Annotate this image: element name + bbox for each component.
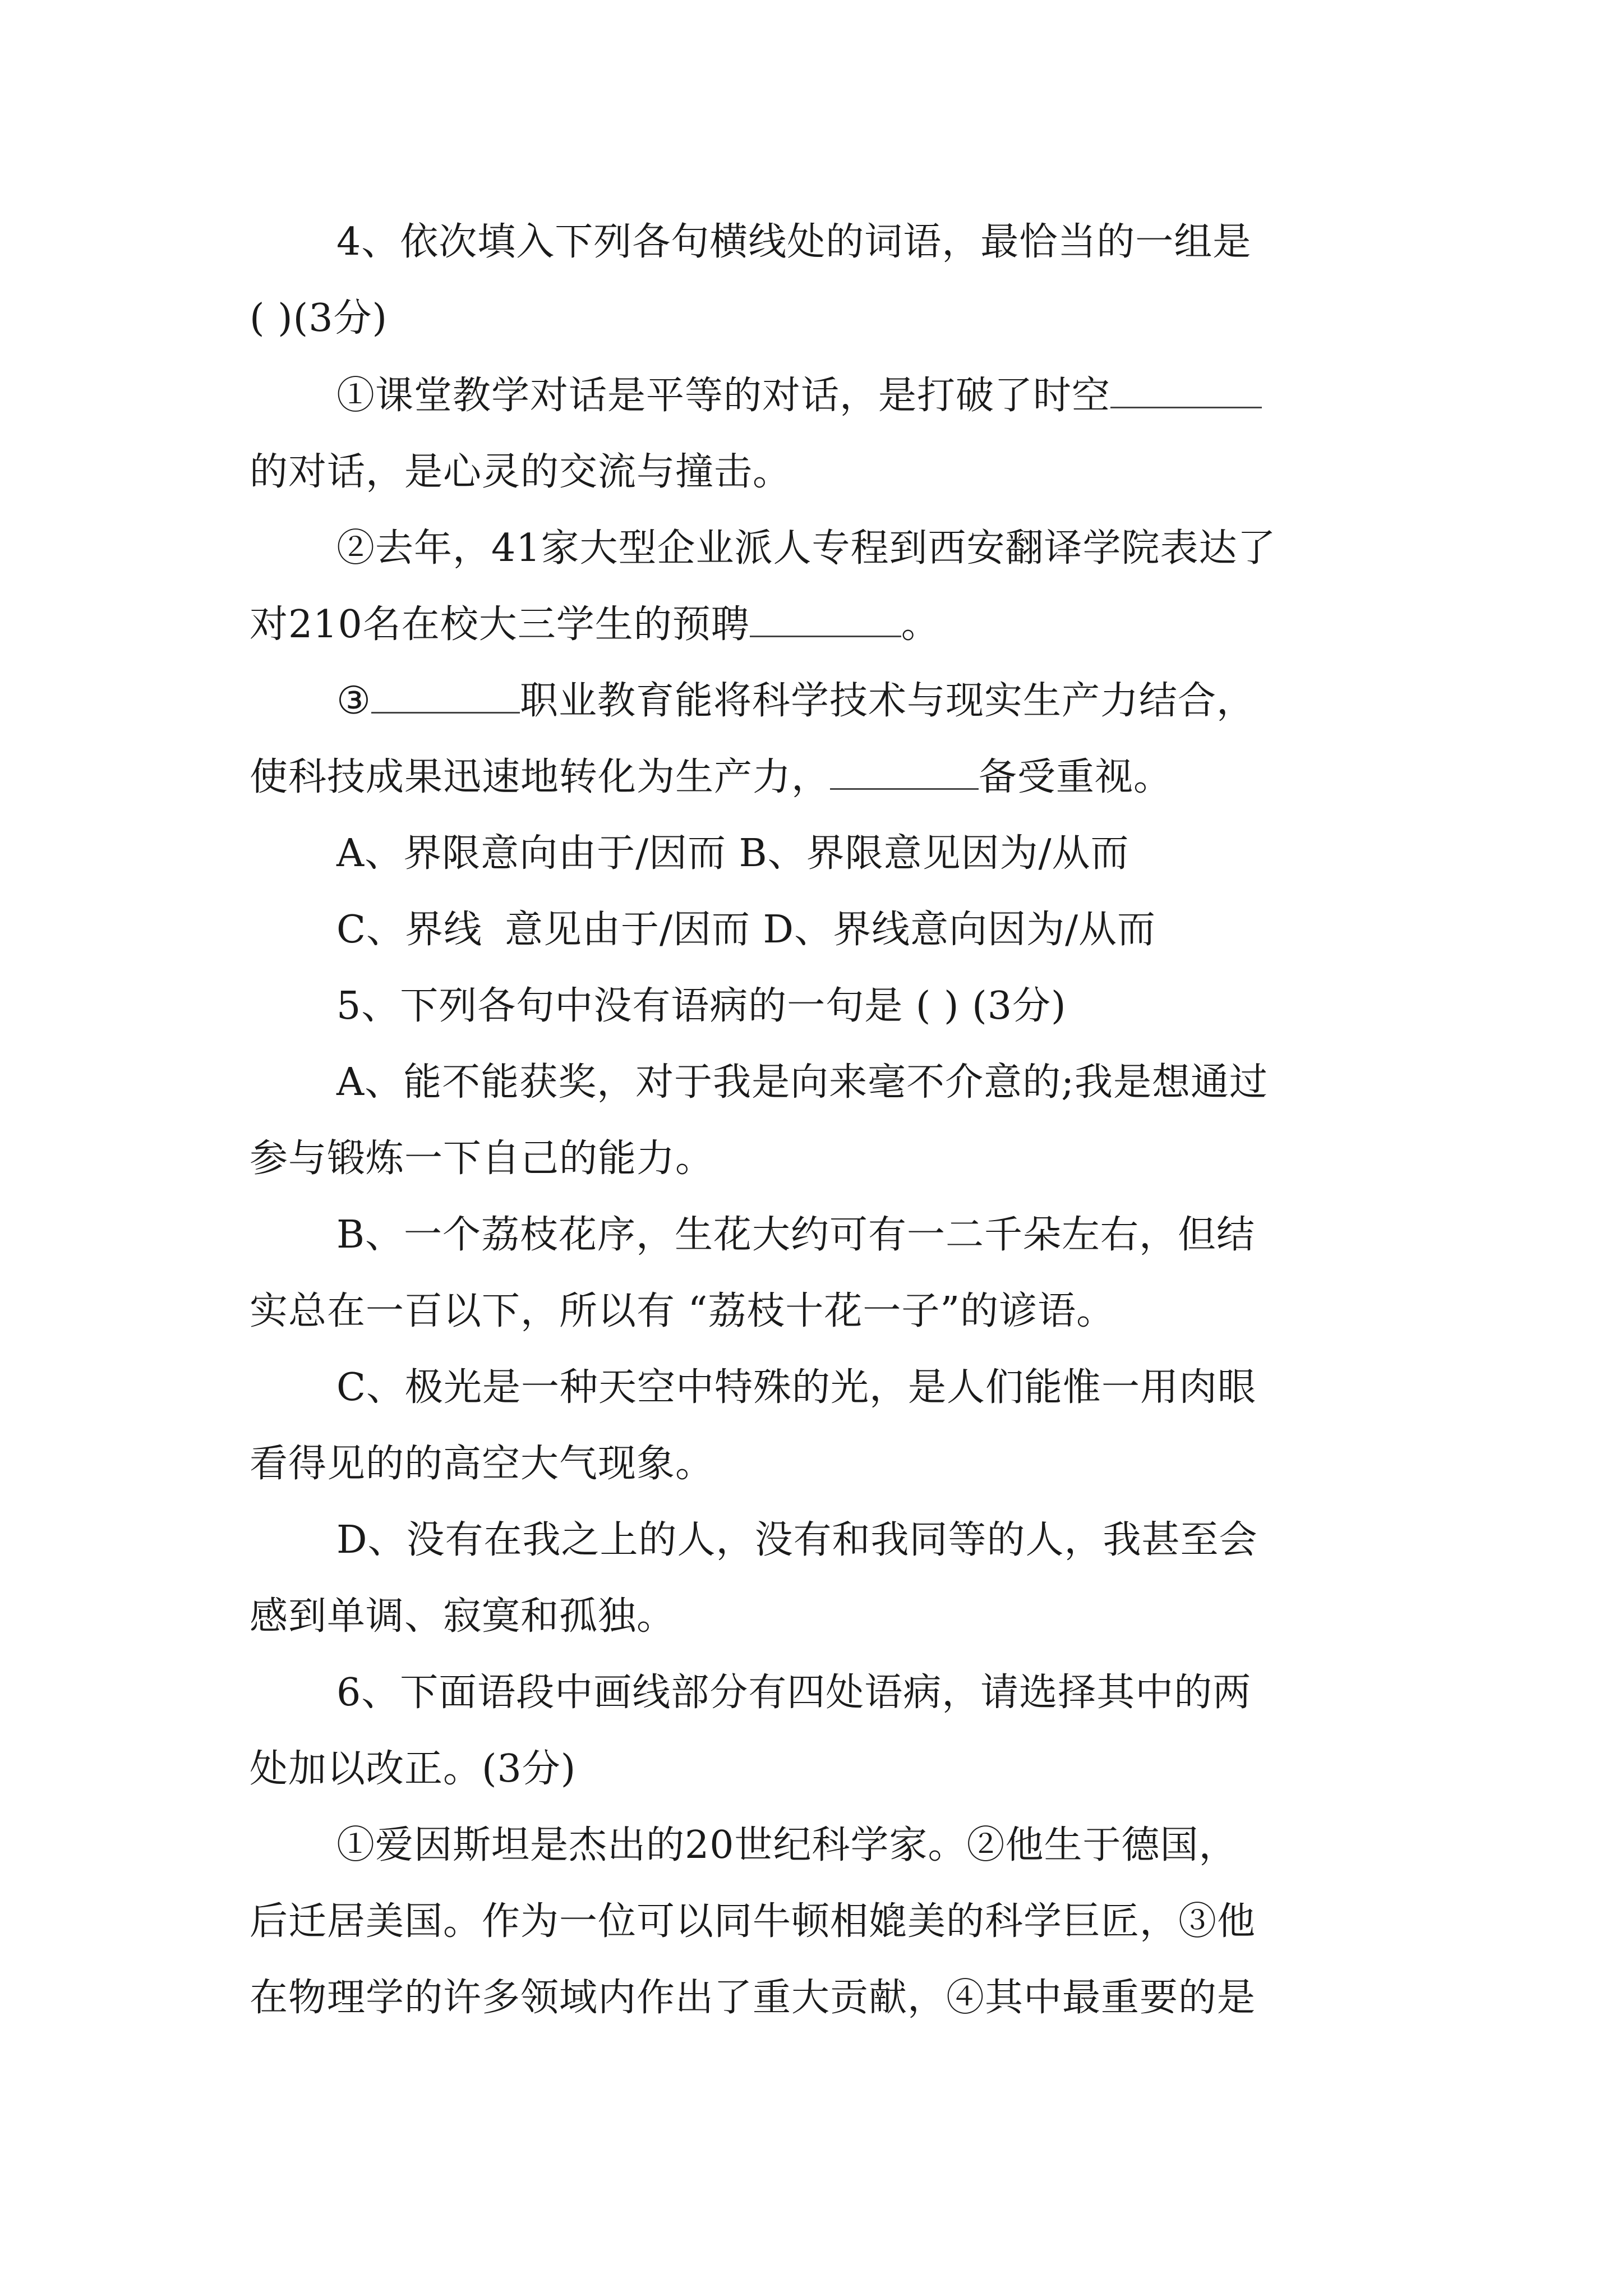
- fill-blank: [750, 602, 901, 637]
- text-line: 看得见的的高空大气现象。: [250, 1442, 714, 1486]
- text-line: ②去年，41家大型企业派人专程到西安翻译学院表达了: [336, 526, 1276, 570]
- text-line: 4、依次填入下列各句横线处的词语，最恰当的一组是: [336, 220, 1252, 264]
- option-ab: [0, 820, 1623, 887]
- question-5-option-c: [0, 1354, 1623, 1421]
- question-5-option-d: [0, 1507, 1623, 1574]
- passage-line-1: [0, 1812, 1623, 1879]
- text-line: 的对话，是心灵的交流与撞击。: [250, 450, 792, 494]
- text-line: 参与锻炼一下自己的能力。: [250, 1137, 714, 1181]
- text-line: 。: [901, 602, 940, 647]
- text-line: 后迁居美国。作为一位可以同牛顿相媲美的科学巨匠，③他: [250, 1899, 1256, 1944]
- text-line: A、能不能获奖，对于我是向来毫不介意的;我是想通过: [336, 1060, 1269, 1105]
- text-line: C、界线: [336, 908, 483, 952]
- sentence-3: [0, 668, 1623, 735]
- question-4-stem: [0, 209, 1623, 276]
- text-line: 感到单调、寂寞和孤独。: [250, 1594, 676, 1639]
- option-cd: [0, 896, 1623, 964]
- sentence-2-cont: [0, 591, 1623, 659]
- question-5-stem: [0, 973, 1623, 1040]
- text-line: 对210名在校大三学生的预聘: [250, 602, 750, 647]
- text-line: ( )(3分): [250, 296, 388, 341]
- text-line: 职业教育能将科学技术与现实生产力结合，: [519, 679, 1255, 723]
- question-5-option-b-cont: [0, 1278, 1623, 1345]
- question-6-score: [0, 1736, 1623, 1803]
- fill-blank: [1110, 373, 1262, 408]
- text-line: B、一个荔枝花序，生花大约可有一二千朵左右，但结: [336, 1213, 1255, 1257]
- question-4-score: [0, 285, 1623, 352]
- text-line: A、界限意向由于/因而 B、界限意见因为/从而: [336, 831, 1129, 876]
- text-line: 6、下面语段中画线部分有四处语病，请选择其中的两: [336, 1671, 1252, 1715]
- text-line: 备受重视。: [979, 755, 1173, 799]
- question-5-option-d-cont: [0, 1583, 1623, 1650]
- question-5-option-a: [0, 1049, 1623, 1116]
- text-line: 使科技成果迅速地转化为生产力，: [250, 755, 831, 799]
- question-5-option-b: [0, 1202, 1623, 1269]
- text-line: 处加以改正。(3分): [250, 1747, 577, 1791]
- text-line: ①爱因斯坦是杰出的20世纪科学家。②他生于德国，: [336, 1823, 1238, 1867]
- sentence-1: [0, 362, 1623, 430]
- question-5-option-c-cont: [0, 1430, 1623, 1498]
- fill-blank: [830, 754, 979, 790]
- question-5-option-a-cont: [0, 1125, 1623, 1193]
- text-line: 在物理学的许多领域内作出了重大贡献，④其中最重要的是: [250, 1976, 1256, 2020]
- text-line: C、极光是一种天空中特殊的光，是人们能惟一用肉眼: [336, 1365, 1257, 1410]
- passage-line-3: [0, 1964, 1623, 2032]
- sentence-1-cont: [0, 439, 1623, 506]
- question-6-stem: [0, 1659, 1623, 1727]
- fill-blank: [371, 678, 520, 714]
- text-line: 意见由于/因而 D、界线意向因为/从而: [505, 908, 1156, 952]
- text-line: D、没有在我之上的人，没有和我同等的人，我甚至会: [336, 1518, 1258, 1562]
- sentence-2: [0, 515, 1623, 582]
- text-line: 实总在一百以下，所以有 “荔枝十花一子”的谚语。: [250, 1289, 1115, 1333]
- text-line: 5、下列各句中没有语病的一句是 ( ) (3分): [336, 984, 1067, 1028]
- passage-line-2: [0, 1888, 1623, 1955]
- sentence-3-cont: [0, 744, 1623, 811]
- text-line: ③: [336, 679, 371, 723]
- text-line: ①课堂教学对话是平等的对话，是打破了时空: [336, 374, 1111, 418]
